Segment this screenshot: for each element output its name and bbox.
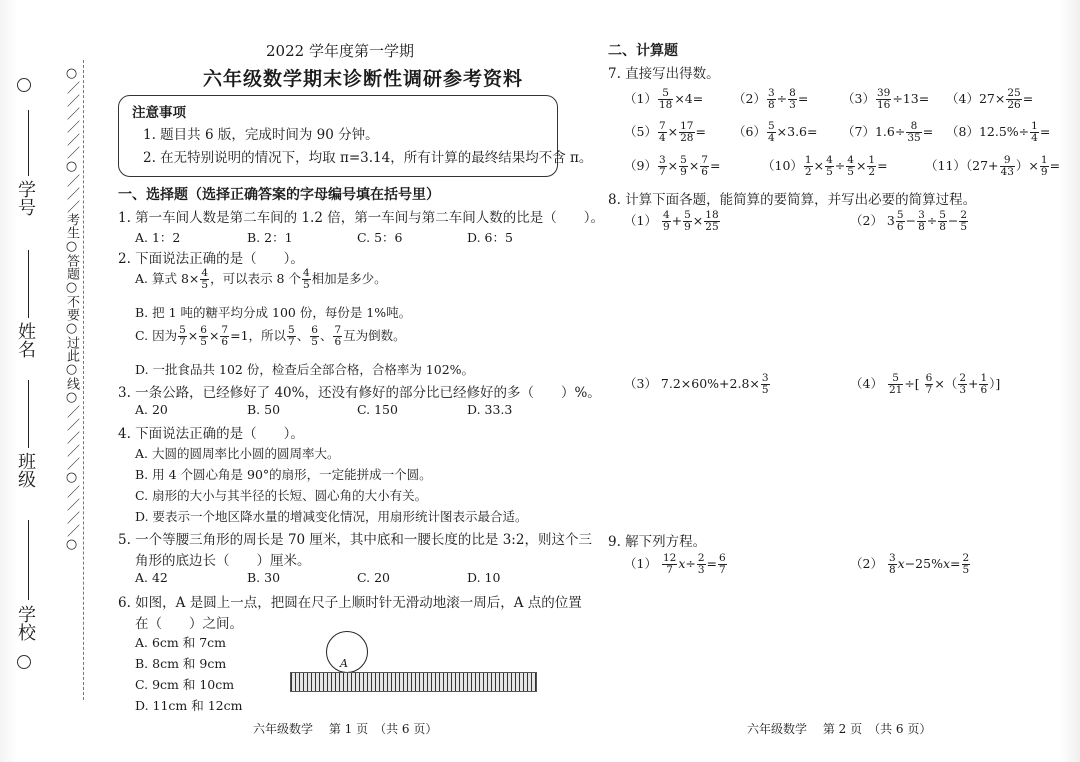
question-1: 1. 第一车间人数是第二车间的 1.2 倍，第一车间与第二车间人数的比是（ ）。	[118, 210, 604, 226]
q7-item-5: （5） $\frac{7}{4}$ × $\frac{17}{28}$ =	[624, 120, 706, 144]
school-line	[28, 520, 29, 600]
fraction: $\frac{1}{9}$	[1040, 154, 1048, 178]
notes-title: 注意事项	[132, 105, 186, 121]
fraction: $\frac{4}{9}$	[662, 209, 670, 233]
q2a-pre: A. 算式 8×	[135, 271, 200, 286]
binding-strip-text: ○／／／／／／○／／／考生○答题○不要○过此○线○／／／／／○／／／／○	[64, 66, 79, 552]
fraction: $\frac{2}{5}$	[962, 552, 970, 576]
fraction: $\frac{6}{5}$	[200, 324, 207, 348]
fraction: $\frac{8}{3}$	[789, 87, 796, 111]
section-1-title: 一、选择题（选择正确答案的字母编号填在括号里）	[118, 187, 440, 203]
q6-option-b: B. 8cm 和 9cm	[135, 656, 227, 671]
binding-hole-bottom	[17, 655, 31, 669]
q4-option-a: A. 大圆的圆周率比小圆的圆周率大。	[135, 446, 340, 461]
class-label: 班级	[15, 452, 36, 488]
binding-hole-top	[17, 78, 31, 92]
q1-option-a: A. 1：2	[135, 230, 181, 245]
fraction: $\frac{5}{6}$	[896, 209, 904, 233]
q8-item-3: （3） 7.2×60%+2.8× $\frac{3}{5}$	[624, 372, 769, 396]
q5-option-b: B. 30	[247, 570, 281, 585]
q4-option-c: C. 扇形的大小与其半径的长短、圆心角的大小有关。	[135, 488, 428, 503]
q1-option-c: C. 5：6	[357, 230, 403, 245]
point-a-label: A	[340, 657, 348, 670]
fraction: $\frac{7}{6}$	[334, 324, 342, 348]
section-2-title: 二、计算题	[608, 43, 678, 59]
fraction: $\frac{2}{5}$	[960, 209, 968, 233]
fraction: $\frac{4}{5}$	[847, 154, 854, 178]
student-id-label: 学号	[15, 180, 36, 216]
fraction: $\frac{9}{43}$	[1000, 154, 1014, 178]
fraction: $\frac{5}{18}$	[658, 87, 673, 111]
question-3: 3. 一条公路，已经修好了 40%，还没有修好的部分比已经修好的多（ ）%。	[118, 385, 601, 401]
q7-item-6: （6） $\frac{5}{4}$ ×3.6=	[733, 120, 818, 144]
fraction: $\frac{17}{28}$	[680, 120, 694, 144]
q7-item-4: （4）27× $\frac{25}{26}$ =	[946, 87, 1034, 111]
q7-item-9: （9） $\frac{3}{7}$ × $\frac{5}{9}$ × $\frac{7}{6}$ =	[624, 154, 721, 178]
q8-item-1: （1） $\frac{4}{9}$ + $\frac{5}{9}$ × $\frac{18}{25}$	[624, 209, 719, 233]
q8-item-4: （4） $\frac{5}{21}$ ÷[ $\frac{6}{7}$ ×（ $\frac{2}{3}$ + $\frac{1}{6}$ ）]	[850, 372, 1001, 396]
fraction: $\frac{2}{3}$	[697, 552, 705, 576]
fraction: $\frac{6}{7}$	[925, 372, 933, 396]
question-2: 2. 下面说法正确的是（ ）。	[118, 251, 304, 267]
q3-option-c: C. 150	[357, 402, 398, 417]
q1-option-d: D. 6：5	[467, 230, 513, 245]
fraction: $\frac{5}{7}$	[179, 324, 186, 348]
fraction: $\frac{3}{5}$	[761, 372, 769, 396]
main-title: 六年级数学期末诊断性调研参考资料	[203, 68, 524, 90]
fraction: $\frac{4}{5}$	[826, 154, 833, 178]
q2-option-a	[135, 268, 387, 291]
q2-option-b: B. 把 1 吨的糖平均分成 100 份，每份是 1%吨。	[135, 305, 412, 320]
question-6-line-2: 在（ ）之间。	[135, 616, 243, 632]
q4-option-d: D. 要表示一个地区降水量的增减变化情况，用扇形统计图表示最合适。	[135, 509, 528, 524]
note-1: 1. 题目共 6 版，完成时间为 90 分钟。	[143, 127, 379, 143]
fraction: $\frac{3}{8}$	[888, 552, 896, 576]
note-2: 2. 在无特别说明的情况下，均取 π=3.14，所有计算的最终结果均不含 π。	[143, 150, 593, 166]
q2-option-c: C. 因为 $\frac{5}{7}$ × $\frac{6}{5}$ × $\frac{7}{6}$ =1，所以 $\frac{5}{7}$ 、 $\frac{6}{5}$ 、 $\frac{7}{6}$ 互为倒数。	[135, 324, 406, 348]
fraction: $\frac{5}{7}$	[288, 324, 295, 348]
fraction: $\frac{1}{6}$	[980, 372, 988, 396]
q7-item-7: （7）1.6÷ $\frac{8}{35}$ =	[842, 120, 934, 144]
q2c-post: 互为倒数。	[343, 328, 406, 343]
school-label: 学校	[15, 605, 36, 641]
q2a-mid: ，可以表示 8 个	[210, 271, 301, 286]
question-5-line-1: 5. 一个等腰三角形的周长是 70 厘米，其中底和一腰长度的比是 3:2，则这个三	[118, 532, 592, 548]
q5-option-a: A. 42	[135, 570, 168, 585]
binding-dashed-line	[83, 60, 84, 700]
q3-option-b: B. 50	[247, 402, 281, 417]
fraction: $\frac{2}{3}$	[959, 372, 966, 396]
q1-option-b: B. 2：1	[247, 230, 293, 245]
q8-item-2: （2） 3 $\frac{5}{6}$ − $\frac{3}{8}$ ÷ $\frac{5}{8}$ − $\frac{2}{5}$	[850, 209, 968, 233]
q7-item-11: （11）（27+ $\frac{9}{43}$ ）× $\frac{1}{9}$ =	[925, 154, 1061, 178]
q6-option-c: C. 9cm 和 10cm	[135, 677, 235, 692]
q7-item-2: （2） $\frac{3}{8}$ ÷ $\frac{8}{3}$ =	[733, 87, 809, 111]
q2c-pre: C. 因为	[135, 328, 178, 343]
fraction: $\frac{1}{4}$	[1031, 120, 1038, 144]
question-4: 4. 下面说法正确的是（ ）。	[118, 426, 304, 442]
fraction: $\frac{1}{2}$	[868, 154, 876, 178]
q5-option-d: D. 10	[467, 570, 501, 585]
fraction: $\frac{18}{25}$	[705, 209, 719, 233]
fraction: $\frac{5}{21}$	[888, 372, 903, 396]
fraction: $\frac{7}{6}$	[221, 324, 229, 348]
question-5-line-2: 角形的底边长（ ）厘米。	[135, 553, 311, 569]
fraction: $\frac{6}{5}$	[311, 324, 318, 348]
class-line	[28, 380, 29, 448]
q6-option-d: D. 11cm 和 12cm	[135, 698, 243, 713]
fraction: $\frac{3}{8}$	[767, 87, 775, 111]
q3-option-d: D. 33.3	[467, 402, 513, 417]
ruler-figure	[290, 672, 537, 692]
fraction: $\frac{3}{7}$	[658, 154, 666, 178]
name-line	[28, 250, 29, 318]
q9-item-1: （1） $\frac{12}{7}$ x÷ $\frac{2}{3}$ = $\frac{6}{7}$	[624, 552, 726, 576]
question-9: 9. 解下列方程。	[608, 534, 707, 550]
fraction: $\frac{5}{9}$	[680, 154, 687, 178]
fraction: $\frac{1}{2}$	[804, 154, 812, 178]
fraction: $\frac{7}{6}$	[701, 154, 708, 178]
q5-option-c: C. 20	[357, 570, 390, 585]
fraction: $\frac{6}{7}$	[719, 552, 726, 576]
q7-item-3: （3） $\frac{39}{16}$ ÷13=	[842, 87, 930, 111]
question-6-line-1: 6. 如图，A 是圆上一点，把圆在尺子上顺时针无滑动地滚一周后，A 点的位置	[118, 595, 582, 611]
fraction: $\frac{25}{26}$	[1007, 87, 1021, 111]
q2a-post: 相加是多少。	[311, 271, 387, 286]
q7-item-10: （10） $\frac{1}{2}$ × $\frac{4}{5}$ ÷ $\frac{4}{5}$ × $\frac{1}{2}$ =	[762, 154, 888, 178]
name-label: 姓名	[15, 322, 36, 358]
student-id-line	[28, 110, 29, 176]
page-2-footer: 六年级数学 第 2 页 （共 6 页）	[747, 722, 932, 736]
question-8: 8. 计算下面各题，能简算的要简算，并写出必要的简算过程。	[608, 192, 977, 208]
page-1-footer: 六年级数学 第 1 页 （共 6 页）	[253, 722, 438, 736]
fraction: $\frac{12}{7}$	[662, 552, 677, 576]
q3-option-a: A. 20	[135, 402, 168, 417]
q9-item-2: （2） $\frac{3}{8}$ x−25%x= $\frac{2}{5}$	[850, 552, 970, 576]
fraction: $\frac{7}{4}$	[658, 120, 666, 144]
fraction: $\frac{5}{4}$	[767, 120, 775, 144]
fraction: $\frac{5}{9}$	[684, 209, 691, 233]
question-7: 7. 直接写出得数。	[608, 66, 720, 82]
q2-option-d: D. 一批食品共 102 份，检查后全部合格，合格率为 102%。	[135, 362, 475, 377]
fraction: $\frac{3}{8}$	[918, 209, 925, 233]
fraction: $\frac{39}{16}$	[876, 87, 891, 111]
fraction: $\frac{8}{35}$	[907, 120, 921, 144]
fraction: $\frac{4}{5}$	[302, 267, 310, 291]
q4-option-b: B. 用 4 个圆心角是 90°的扇形，一定能拼成一个圆。	[135, 467, 432, 482]
fraction: $\frac{4}{5}$	[201, 267, 209, 291]
q6-option-a: A. 6cm 和 7cm	[135, 635, 227, 650]
q2c-mid: =1，所以	[230, 328, 287, 343]
fraction: $\frac{5}{8}$	[939, 209, 946, 233]
q7-item-8: （8）12.5%÷ $\frac{1}{4}$ =	[946, 120, 1051, 144]
q7-item-1: （1） $\frac{5}{18}$ ×4=	[624, 87, 704, 111]
year-title: 2022 学年度第一学期	[266, 42, 414, 60]
